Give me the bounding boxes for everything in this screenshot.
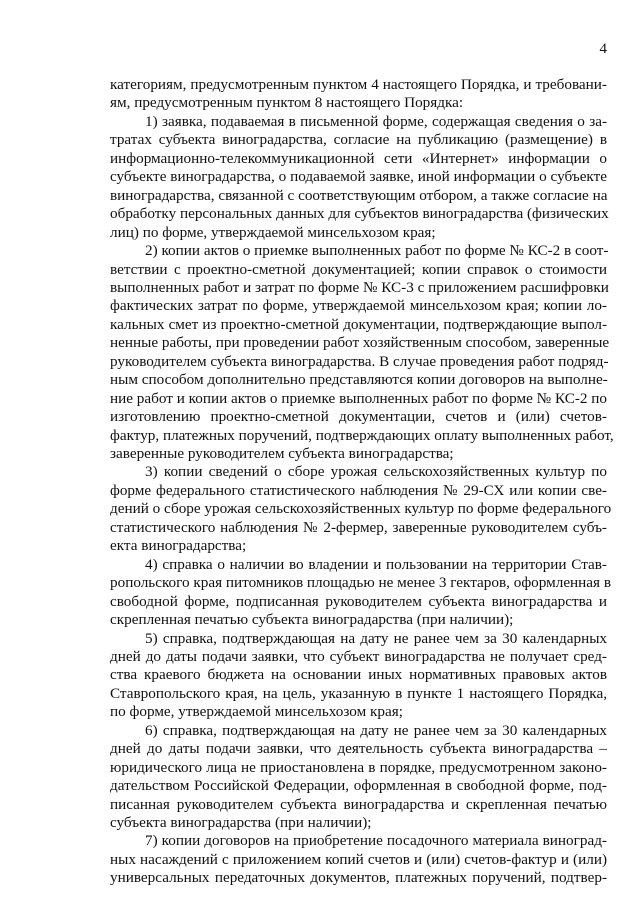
page-number: 4 — [599, 41, 607, 57]
text-line: изготовлению проектно-сметной документации, счетов и (или) счетов- — [110, 408, 607, 426]
text-line: ненные работы, при проведении работ хозяйственным способом, заверенные — [110, 334, 610, 352]
text-line: писанная руководителем субъекта виноградарства и скрепленная печатью — [110, 795, 607, 813]
text-line: руководителем субъекта виноградарства. В случае проведения работ подряд- — [110, 352, 609, 370]
text-line: свободной форме, подписанная руководителем субъекта виноградарства и — [110, 592, 607, 610]
text-line: кальных смет из проектно-сметной документации, подтверждающие выпол- — [110, 315, 607, 333]
text-line: форме федерального статистического наблюдения № 29-СХ или копии све- — [110, 481, 607, 499]
text-line: выполненных работ и затрат по форме № КС-3 с приложением расшифровки — [110, 278, 609, 296]
text-line: ям, предусмотренным пунктом 8 настоящего Порядка: — [110, 94, 464, 112]
text-line: ветствии с проектно-сметной документацией; копии справок о стоимости — [110, 260, 607, 278]
text-line: субъекта виноградарства (при наличии); — [110, 814, 372, 831]
text-line: ние работ и копии актов о приемке выполненных работ по форме № КС-2 по — [110, 389, 607, 407]
text-line: лиц) по форме, утверждаемой минсельхозом края; — [110, 223, 436, 241]
text-line: фактур, платежных поручений, подтверждающих оплату выполненных работ, — [110, 426, 614, 444]
text-line: 4) справка о наличии во владении и пользовании на территории Став- — [145, 555, 607, 573]
text-line: 7) копии договоров на приобретение посадочного материала виноград- — [145, 832, 607, 850]
text-line: Ставропольского края, на цель, указанную в пункте 1 настоящего Порядка, — [110, 684, 607, 702]
text-line: ных насаждений с приложением копий счетов и (или) счетов-фактур и (или) — [110, 850, 607, 868]
text-line: юридического лица не приостановлена в порядке, предусмотренном законо- — [110, 758, 607, 776]
text-line: дней до даты подачи заявки, что деятельность субъекта виноградарства – — [110, 740, 607, 758]
text-line: дательством Российской Федерации, оформленная в свободной форме, под- — [110, 777, 607, 795]
text-line: по форме, утверждаемой минсельхозом края; — [110, 703, 403, 721]
text-line: тратах субъекта виноградарства, согласие на публикацию (размещение) в — [110, 131, 607, 149]
text-line: 3) копии сведений о сборе урожая сельскохозяйственных культур по — [145, 463, 607, 481]
text-line: 1) заявка, подаваемая в письменной форме, содержащая сведения о за- — [145, 112, 607, 130]
text-line: екта виноградарства; — [110, 537, 247, 555]
text-line: статистического наблюдения № 2-фермер, заверенные руководителем субъ- — [110, 518, 607, 536]
text-line: дней до даты подачи заявки, что субъект виноградарства не получает сред- — [110, 647, 607, 665]
text-line: дений о сборе урожая сельскохозяйственных культур по форме федерального — [110, 500, 612, 518]
text-line: обработку персональных данных для субъектов виноградарства (физических — [110, 205, 609, 223]
text-line: ства краевого бюджета на основании иных нормативных правовых актов — [110, 666, 607, 684]
text-line: заверенные руководителем субъекта виноградарства; — [110, 445, 454, 462]
text-line: виноградарства, связанной с соответствующим отбором, а также согласие на — [110, 186, 608, 204]
text-line: скрепленная печатью субъекта виноградарства (при наличии); — [110, 611, 514, 629]
text-line: ропольского края питомников площадью не менее 3 гектаров, оформленная в — [110, 574, 612, 592]
text-line: субъекте виноградарства, о подаваемой заявке, иной информации о субъекте — [110, 168, 607, 186]
text-line: категориям, предусмотренным пунктом 4 настоящего Порядка, и требовани- — [110, 76, 607, 93]
text-line: фактических затрат по форме, утверждаемой минсельхозом края; копии ло- — [110, 297, 607, 315]
text-line: 2) копии актов о приемке выполненных работ по форме № КС-2 в соот- — [145, 242, 609, 260]
text-line: информационно-телекоммуникационной сети «Интернет» информации о — [110, 149, 607, 167]
text-line: 5) справка, подтверждающая на дату не ранее чем за 30 календарных — [145, 629, 607, 647]
text-line: 6) справка, подтверждающая на дату не ранее чем за 30 календарных — [145, 721, 607, 739]
text-line: ным способом дополнительно представляются копии договоров на выполне- — [110, 371, 608, 389]
text-line: универсальных передаточных документов, платежных поручений, подтвер- — [110, 869, 607, 887]
